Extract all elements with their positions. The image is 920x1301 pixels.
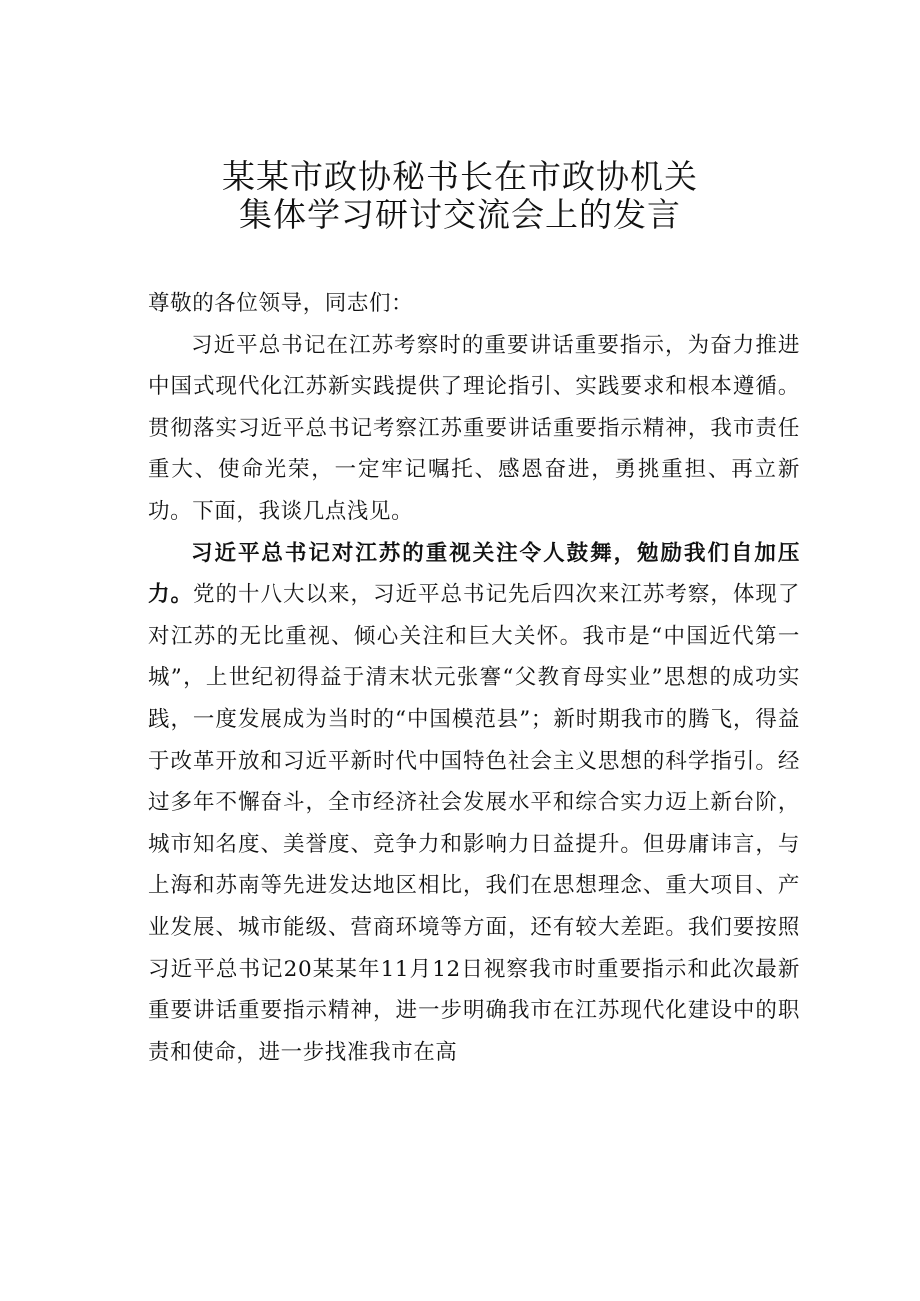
paragraph-section-1 xyxy=(148,533,800,1074)
section-body-text: 党的十八大以来，习近平总书记先后四次来江苏考察，体现了对江苏的无比重视、倾心关注和巨大关怀。我市是“中国近代第一城”，上世纪初得益于清末状元张謇“父教育母实业”思想的成功实践，一度发展成为当时的“中国模范县”；新时期我市的腾飞，得益于改革开放和习近平新时代中国特色社会主义思想的科学指引。经过多年不懈奋斗，全市经济社会发展水平和综合实力迈上新台阶，城市知名度、美誉度、竞争力和影响力日益提升。但毋庸讳言，与上海和苏南等先进发达地区相比，我们在思想理念、重大项目、产业发展、城市能级、营商环境等方面，还有较大差距。我们要按照习近平总书记20某某年11月12日视察我市时重要指示和此次最新重要讲话重要指示精神，进一步明确我市在江苏现代化建设中的职责和使命，进一步找准我市在高 xyxy=(148,582,801,1065)
title-line-2: 集体学习研讨交流会上的发言 xyxy=(239,195,681,234)
document-body xyxy=(148,283,800,1073)
title-line-1: 某某市政协秘书长在市政协机关 xyxy=(222,157,698,196)
document-title xyxy=(120,158,800,234)
paragraph-intro: 习近平总书记在江苏考察时的重要讲话重要指示，为奋力推进中国式现代化江苏新实践提供了理论指引、实践要求和根本遵循。贯彻落实习近平总书记考察江苏重要讲话重要指示精神，我市责任重大、使命光荣，一定牢记嘱托、感恩奋进，勇挑重担、再立新功。下面，我谈几点浅见。 xyxy=(148,332,800,524)
salutation: 尊敬的各位领导，同志们： xyxy=(148,291,414,316)
section-heading-bold: 习近平总书记对江苏的重视关注令人鼓舞，勉励我们自加压力。 xyxy=(148,540,800,608)
